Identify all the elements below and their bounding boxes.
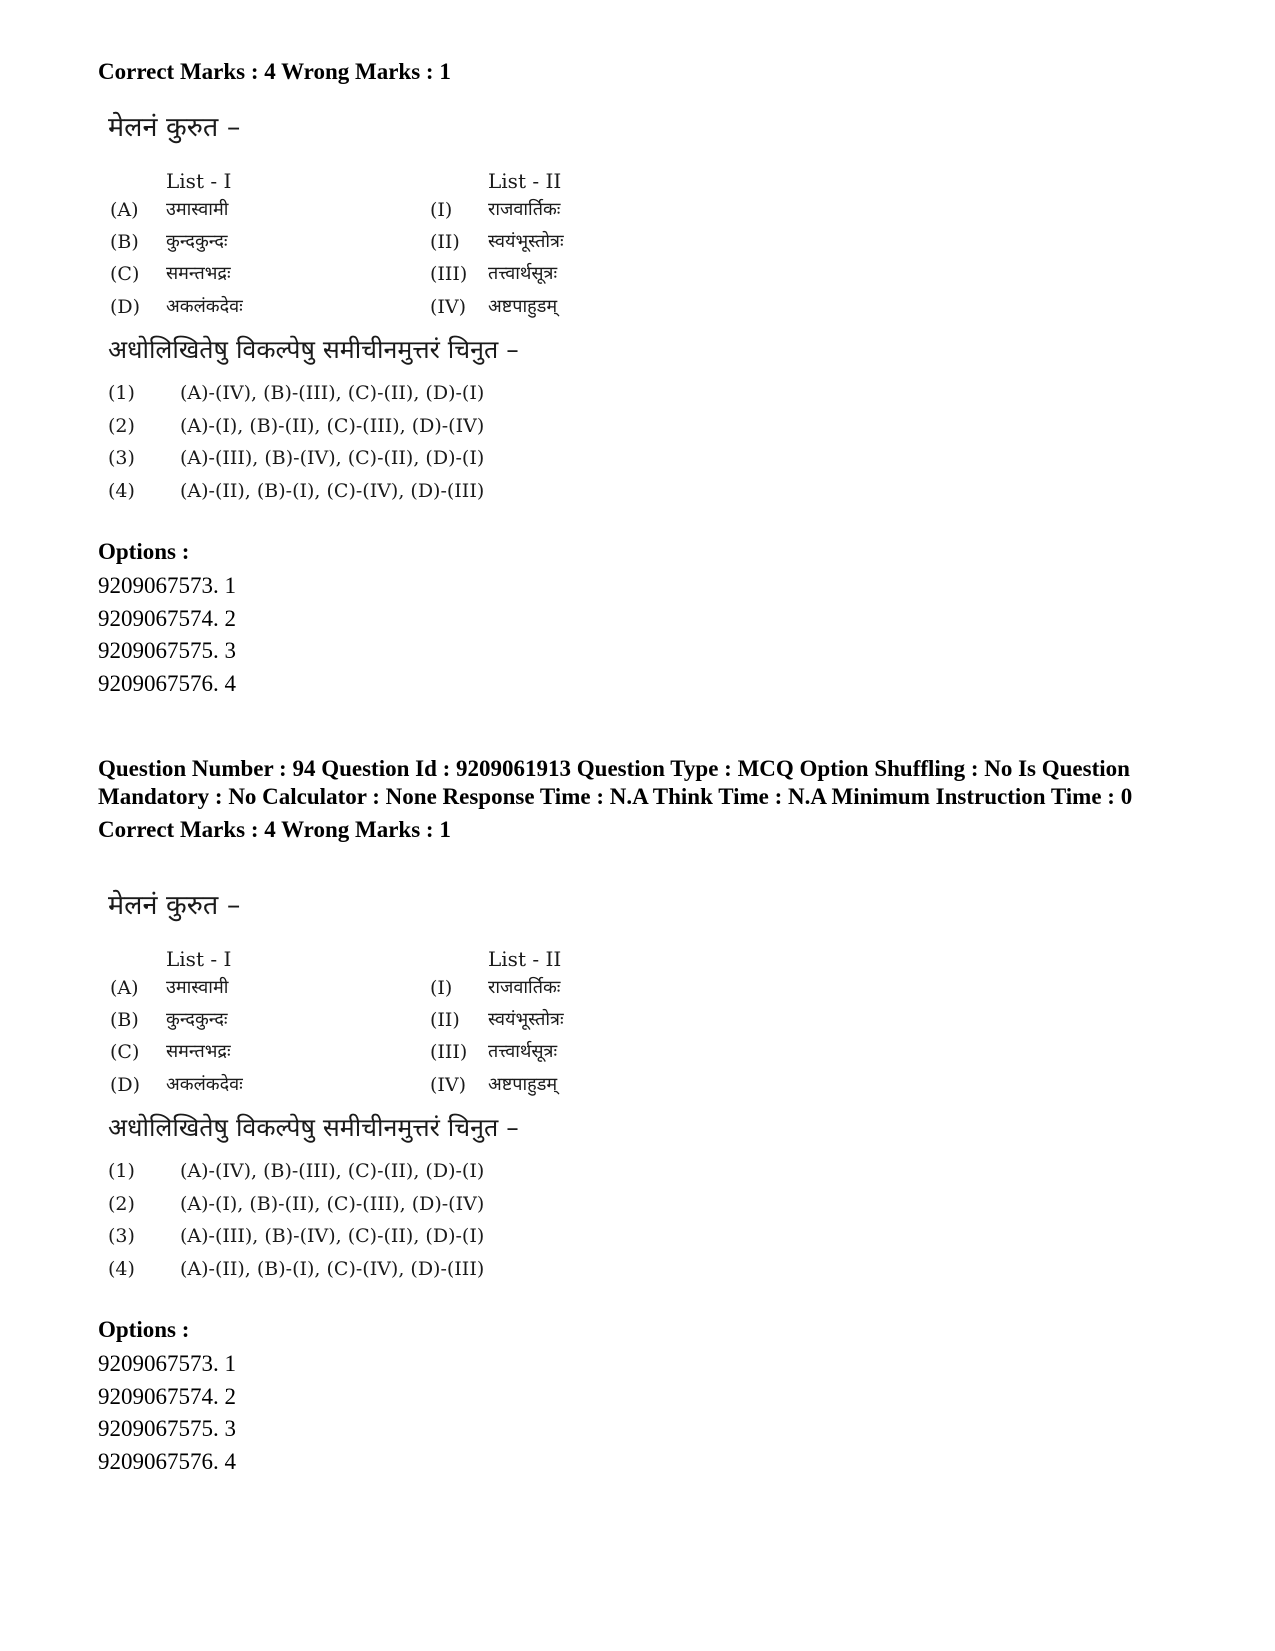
choice-number: (2) [108, 415, 135, 437]
choice-number: (3) [108, 1225, 135, 1247]
choice-text: (A)-(II), (B)-(I), (C)-(IV), (D)-(III) [180, 1258, 485, 1280]
choice-text: (A)-(II), (B)-(I), (C)-(IV), (D)-(III) [180, 480, 485, 502]
q2-question-image [108, 888, 628, 1308]
row-right-key: (I) [430, 977, 453, 999]
q1-list1-header: List - I [166, 169, 232, 193]
q1-option: 9209067573. 1 [98, 573, 236, 598]
q1-heading: मेलनं कुरुत – [108, 112, 241, 143]
q2-match-row [108, 973, 628, 1003]
q2-choice [108, 1156, 628, 1186]
row-key: (B) [110, 231, 139, 253]
q1-choice [108, 476, 628, 506]
row-left: समन्तभद्रः [166, 1041, 231, 1062]
row-right-key: (III) [430, 263, 468, 285]
q1-choice [108, 378, 628, 408]
q1-options-block [98, 538, 1208, 700]
q1-marks-block [98, 58, 1208, 86]
row-key: (B) [110, 1009, 139, 1031]
row-key: (A) [110, 199, 139, 221]
row-left: अकलंकदेवः [166, 1074, 243, 1095]
q2-instruction: अधोलिखितेषु विकल्पेषु समीचीनमुत्तरं चिनुत – [108, 1113, 519, 1142]
row-right: स्वयंभूस्तोत्रः [488, 231, 564, 252]
row-key: (D) [110, 1074, 141, 1096]
row-key: (A) [110, 977, 139, 999]
q2-meta: Question Number : 94 Question Id : 9209061913 Question Type : MCQ Option Shuffling : No Is Question Mandatory : No Calculator : None Response Time : N.A Think Time : N.A Minimum Instruction Time : 0 [98, 756, 1133, 809]
q2-choice [108, 1221, 628, 1251]
row-left: उमास्वामी [166, 977, 229, 998]
row-right-key: (III) [430, 1041, 468, 1063]
q2-list1-header: List - I [166, 947, 232, 971]
row-key: (C) [110, 263, 140, 285]
q1-choice [108, 411, 628, 441]
row-right: तत्त्वार्थसूत्रः [488, 263, 558, 284]
q1-match-row [108, 292, 628, 322]
q2-meta-block [98, 755, 1208, 844]
q1-options-title: Options : [98, 539, 190, 564]
q1-marks: Correct Marks : 4 Wrong Marks : 1 [98, 59, 451, 84]
q2-match-row [108, 1005, 628, 1035]
row-key: (D) [110, 296, 141, 318]
choice-text: (A)-(III), (B)-(IV), (C)-(II), (D)-(I) [180, 1225, 485, 1247]
row-right-key: (II) [430, 231, 460, 253]
q1-list2-header: List - II [488, 169, 562, 193]
q1-match-row [108, 259, 628, 289]
row-left: समन्तभद्रः [166, 263, 231, 284]
row-right-key: (IV) [430, 296, 467, 318]
row-right: स्वयंभूस्तोत्रः [488, 1009, 564, 1030]
row-left: उमास्वामी [166, 199, 229, 220]
q2-options-title: Options : [98, 1317, 190, 1342]
choice-text: (A)-(I), (B)-(II), (C)-(III), (D)-(IV) [180, 415, 485, 437]
choice-text: (A)-(I), (B)-(II), (C)-(III), (D)-(IV) [180, 1193, 485, 1215]
q1-match-row [108, 227, 628, 257]
q2-option: 9209067574. 2 [98, 1383, 236, 1409]
choice-number: (4) [108, 1258, 135, 1280]
row-right-key: (IV) [430, 1074, 467, 1096]
q2-match-row [108, 1037, 628, 1067]
row-right-key: (I) [430, 199, 453, 221]
choice-number: (1) [108, 382, 135, 404]
row-right-key: (II) [430, 1009, 460, 1031]
q1-option: 9209067574. 2 [98, 605, 236, 631]
q2-match-row [108, 1070, 628, 1100]
q2-heading: मेलनं कुरुत – [108, 890, 241, 921]
row-right: अष्टपाहुडम् [488, 1074, 558, 1095]
q2-list2-header: List - II [488, 947, 562, 971]
q1-instruction: अधोलिखितेषु विकल्पेषु समीचीनमुत्तरं चिनुत – [108, 335, 519, 364]
q1-match-row [108, 195, 628, 225]
row-right: राजवार्तिकः [488, 199, 561, 220]
q2-choice [108, 1254, 628, 1284]
q1-option: 9209067575. 3 [98, 638, 236, 663]
choice-text: (A)-(III), (B)-(IV), (C)-(II), (D)-(I) [180, 447, 485, 469]
q2-options-block [98, 1316, 1208, 1478]
row-key: (C) [110, 1041, 140, 1063]
row-left: अकलंकदेवः [166, 296, 243, 317]
choice-text: (A)-(IV), (B)-(III), (C)-(II), (D)-(I) [180, 1160, 485, 1182]
choice-number: (4) [108, 480, 135, 502]
row-right: राजवार्तिकः [488, 977, 561, 998]
q2-option: 9209067573. 1 [98, 1351, 236, 1376]
choice-number: (1) [108, 1160, 135, 1182]
q2-marks: Correct Marks : 4 Wrong Marks : 1 [98, 817, 451, 842]
row-left: कुन्दकुन्दः [166, 231, 228, 252]
q1-option: 9209067576. 4 [98, 670, 236, 696]
choice-text: (A)-(IV), (B)-(III), (C)-(II), (D)-(I) [180, 382, 485, 404]
row-right: तत्त्वार्थसूत्रः [488, 1041, 558, 1062]
row-left: कुन्दकुन्दः [166, 1009, 228, 1030]
q1-question-image [108, 110, 628, 530]
choice-number: (3) [108, 447, 135, 469]
choice-number: (2) [108, 1193, 135, 1215]
row-right: अष्टपाहुडम् [488, 296, 558, 317]
q2-option: 9209067575. 3 [98, 1416, 236, 1441]
q1-choice [108, 443, 628, 473]
q2-choice [108, 1189, 628, 1219]
q2-option: 9209067576. 4 [98, 1448, 236, 1474]
